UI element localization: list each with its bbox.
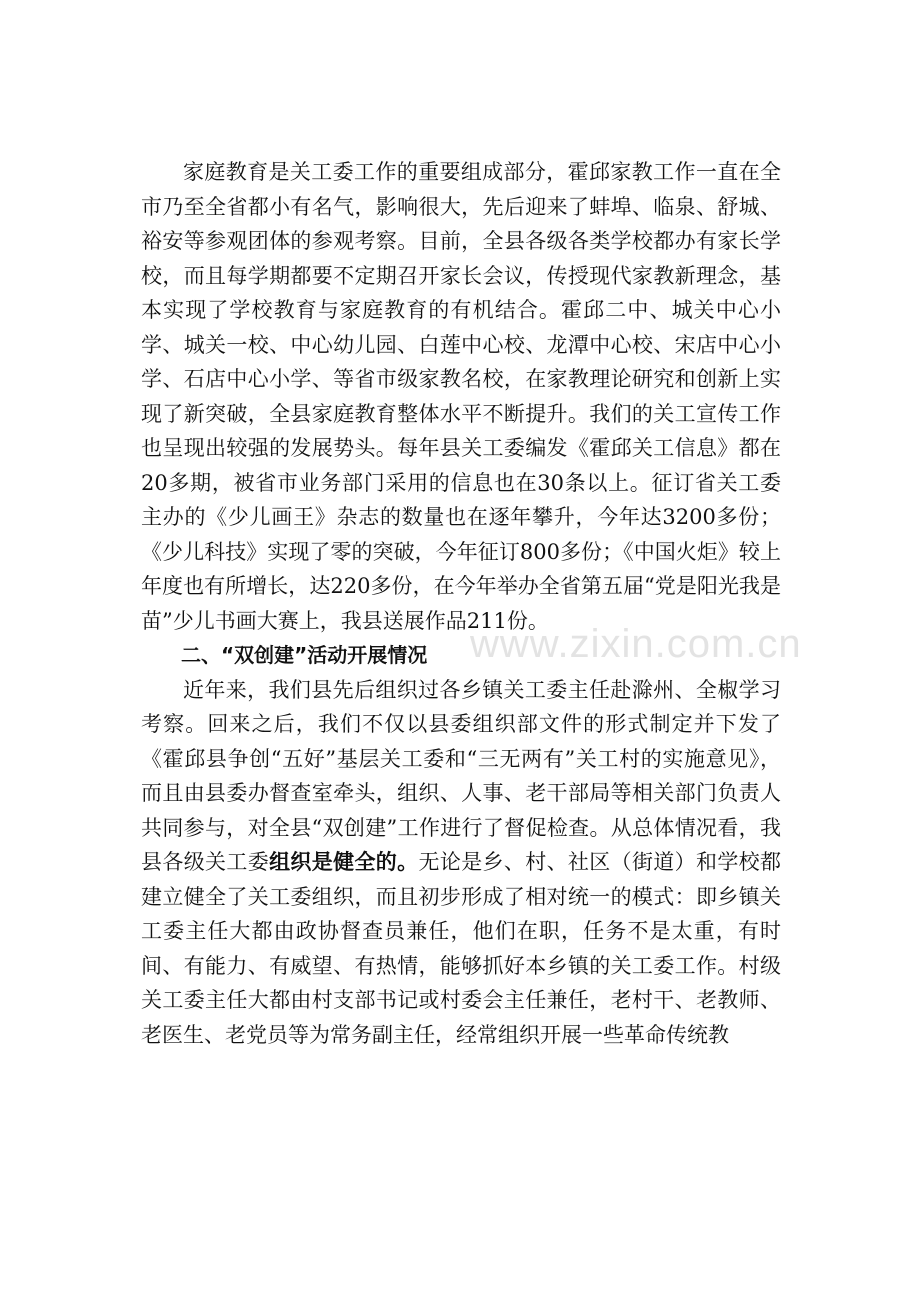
paragraph-family-education: 家庭教育是关工委工作的重要组成部分，霍邱家教工作一直在全市乃至全省都小有名气，影响很大，先后迎来了蚌埠、临泉、舒城、裕安等参观团体的参观考察。目前，全县各级各类学校都办有家长学校，而且每学期都要不定期召开家长会议，传授现代家教新理念，基本实现了学校教育与家庭教育的有机结合。霍邱二中、城关中心小学、城关一校、中心幼儿园、白莲中心校、龙潭中心校、宋店中心小学、石店中心小学、等省市级家教名校，在家教理论研究和创新上实现了新突破，全县家庭教育整体水平不断提升。我们的关工宣传工作也呈现出较强的发展势头。每年县关工委编发《霍邱关工信息》都在20多期，被省市业务部门采用的信息也在30条以上。征订省关工委主办的《少儿画王》杂志的数量也在逐年攀升，今年达3200多份；《少儿科技》实现了零的突破，今年征订800多份；《中国火炬》较上年度也有所增长，达220多份，在今年举办全省第五届“党是阳光我是苗”少儿书画大赛上，我县送展作品211份。 [141, 160, 781, 633]
paragraph-text-part2: 无论是乡、村、社区（街道）和学校都建立健全了关工委组织，而且初步形成了相对统一的模式：即乡镇关工委主任大都由政协督查员兼任，他们在职，任务不是太重，有时间、有能力、有威望、有热情，能够抓好本乡镇的关工委工作。村级关工委主任大都由村支部书记或村委会主任兼任，老村干、老教师、老医生、老党员等为常务副主任，经常组织开展一些革命传统教 [141, 850, 782, 1047]
paragraph-text-part1: 近年来，我们县先后组织过各乡镇关工委主任赴滁州、全椒学习考察。回来之后，我们不仅以县委组织部文件的形式制定并下发了《霍邱县争创“五好”基层关工委和“三无两有”关工村的实施意见》，而且由县委办督查室牵头，组织、人事、老干部局等相关部门负责人共同参与，对全县“双创建”工作进行了督促检查。从总体情况看，我县各级关工委 [141, 677, 781, 874]
watermark: www.zixin.com.cn [470, 622, 802, 666]
paragraph-double-creation [141, 673, 781, 1053]
emphasis-organization-sound: 组织是健全的。 [269, 849, 419, 874]
section-heading-double-creation: 二、“双创建”活动开展情况 [181, 643, 428, 667]
document-body [141, 155, 781, 1052]
